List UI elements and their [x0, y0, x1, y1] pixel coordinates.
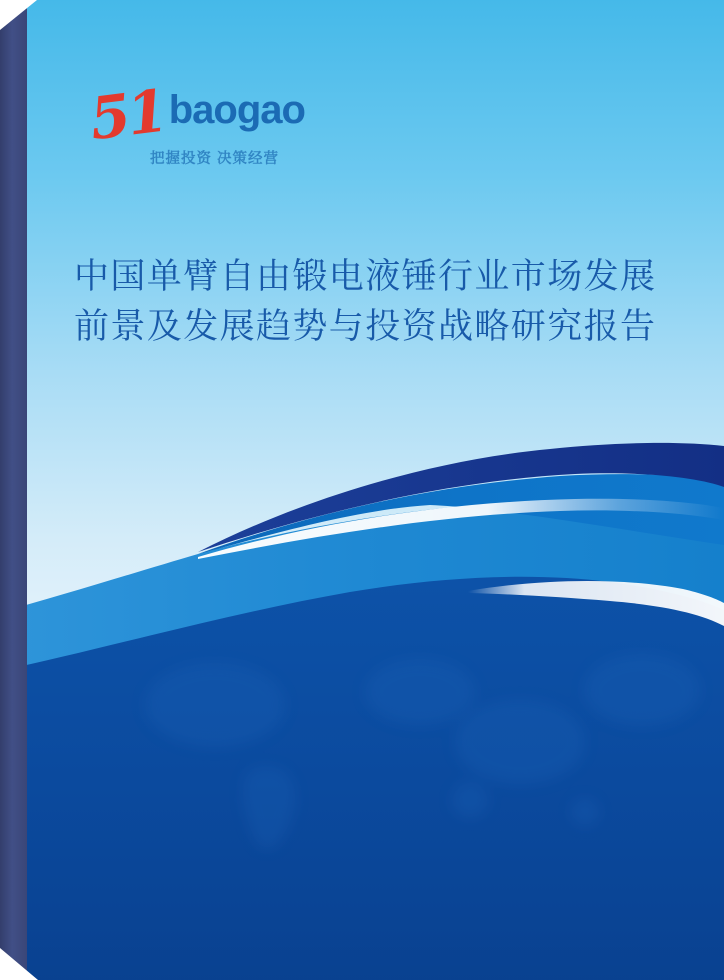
logo-wordmark	[86, 76, 305, 154]
logo-tagline: 把握投资 决策经营	[150, 151, 280, 167]
title-line-2: 前景及发展趋势与投资战略研究报告	[74, 307, 657, 346]
logo-name-baogao: baogao	[168, 88, 305, 132]
logo-prefix-51: 51	[86, 76, 169, 154]
logo	[86, 76, 305, 168]
report-title	[74, 252, 656, 352]
title-line-1: 中国单臂自由锻电液锤行业市场发展	[74, 257, 657, 296]
book-spine	[0, 0, 27, 980]
